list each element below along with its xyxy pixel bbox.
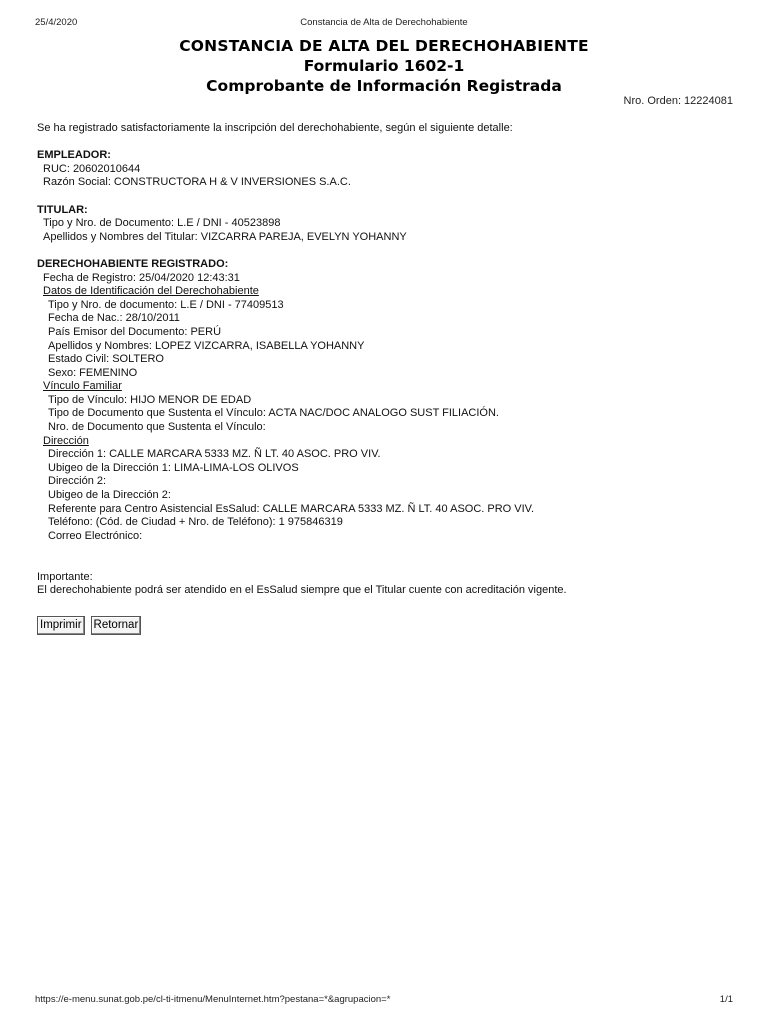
dh-documento: Tipo y Nro. de documento: L.E / DNI - 77409513 xyxy=(48,298,284,311)
page-subtitle: Comprobante de Información Registrada xyxy=(206,77,562,95)
employer-razon-social: Razón Social: CONSTRUCTORA H & V INVERSIONES S.A.C. xyxy=(43,176,351,189)
registration-details xyxy=(37,122,737,598)
direccion-section-title: Dirección xyxy=(43,434,89,447)
derechohabiente-heading: DERECHOHABIENTE REGISTRADO: xyxy=(37,257,229,270)
form-number: Formulario 1602-1 xyxy=(303,57,465,75)
spacer xyxy=(37,543,737,557)
titular-heading: TITULAR: xyxy=(37,203,88,216)
spacer xyxy=(37,190,737,204)
order-number: Nro. Orden: 12224081 xyxy=(623,95,733,107)
dh-fecha-nac: Fecha de Nac.: 28/10/2011 xyxy=(48,312,180,325)
print-url: https://e-menu.sunat.gob.pe/cl-ti-itmenu/MenuInternet.htm?pestana=*&agrupacion=* xyxy=(35,994,391,1005)
titular-documento: Tipo y Nro. de Documento: L.E / DNI - 40523898 xyxy=(43,217,281,230)
spacer xyxy=(37,244,737,258)
print-date: 25/4/2020 xyxy=(35,17,78,28)
importante-text: El derechohabiente podrá ser atendido en el EsSalud siempre que el Titular cuente con acreditación vigente. xyxy=(37,584,567,597)
identificacion-section-title: Datos de Identificación del Derechohabiente xyxy=(43,285,259,298)
vinculo-documento-sustenta: Tipo de Documento que Sustenta el Vínculo: ACTA NAC/DOC ANALOGO SUST FILIACIÓN. xyxy=(48,407,499,420)
print-button[interactable]: Imprimir xyxy=(37,616,85,635)
dh-estado-civil: Estado Civil: SOLTERO xyxy=(48,353,164,366)
vinculo-nro-documento: Nro. de Documento que Sustenta el Vínculo: xyxy=(48,421,266,434)
page-count: 1/1 xyxy=(719,994,733,1005)
intro-text: Se ha registrado satisfactoriamente la inscripción del derechohabiente, según el siguiente detalle: xyxy=(37,122,513,134)
vinculo-section-title: Vínculo Familiar xyxy=(43,380,122,393)
correo-electronico: Correo Electrónico: xyxy=(48,529,143,542)
direccion-1: Dirección 1: CALLE MARCARA 5333 MZ. Ñ LT. 40 ASOC. PRO VIV. xyxy=(48,448,381,461)
spacer xyxy=(37,136,737,150)
titular-nombres: Apellidos y Nombres del Titular: VIZCARRA PAREJA, EVELYN YOHANNY xyxy=(43,230,407,243)
fecha-registro: Fecha de Registro: 25/04/2020 12:43:31 xyxy=(43,271,240,284)
ubigeo-2: Ubigeo de la Dirección 2: xyxy=(48,489,171,502)
print-doc-title: Constancia de Alta de Derechohabiente xyxy=(300,17,468,28)
page-title: CONSTANCIA DE ALTA DEL DERECHOHABIENTE xyxy=(179,37,589,55)
importante-label: Importante: xyxy=(37,570,93,583)
print-footer xyxy=(35,994,733,1008)
dh-pais-emisor: País Emisor del Documento: PERÚ xyxy=(48,325,222,338)
action-buttons xyxy=(37,616,141,635)
telefono: Teléfono: (Cód. de Ciudad + Nro. de Teléfono): 1 975846319 xyxy=(48,516,343,529)
ubigeo-1: Ubigeo de la Dirección 1: LIMA-LIMA-LOS OLIVOS xyxy=(48,461,299,474)
print-header xyxy=(35,17,733,31)
referente-essalud: Referente para Centro Asistencial EsSalud: CALLE MARCARA 5333 MZ. Ñ LT. 40 ASOC. PRO VIV. xyxy=(48,502,535,515)
dh-sexo: Sexo: FEMENINO xyxy=(48,366,138,379)
document-titles xyxy=(0,36,768,96)
employer-ruc: RUC: 20602010644 xyxy=(43,162,141,175)
direccion-2: Dirección 2: xyxy=(48,475,107,488)
vinculo-tipo: Tipo de Vínculo: HIJO MENOR DE EDAD xyxy=(48,393,252,406)
spacer xyxy=(37,557,737,571)
employer-heading: EMPLEADOR: xyxy=(37,149,111,162)
dh-nombres: Apellidos y Nombres: LOPEZ VIZCARRA, ISABELLA YOHANNY xyxy=(48,339,365,352)
back-button[interactable]: Retornar xyxy=(91,616,142,635)
